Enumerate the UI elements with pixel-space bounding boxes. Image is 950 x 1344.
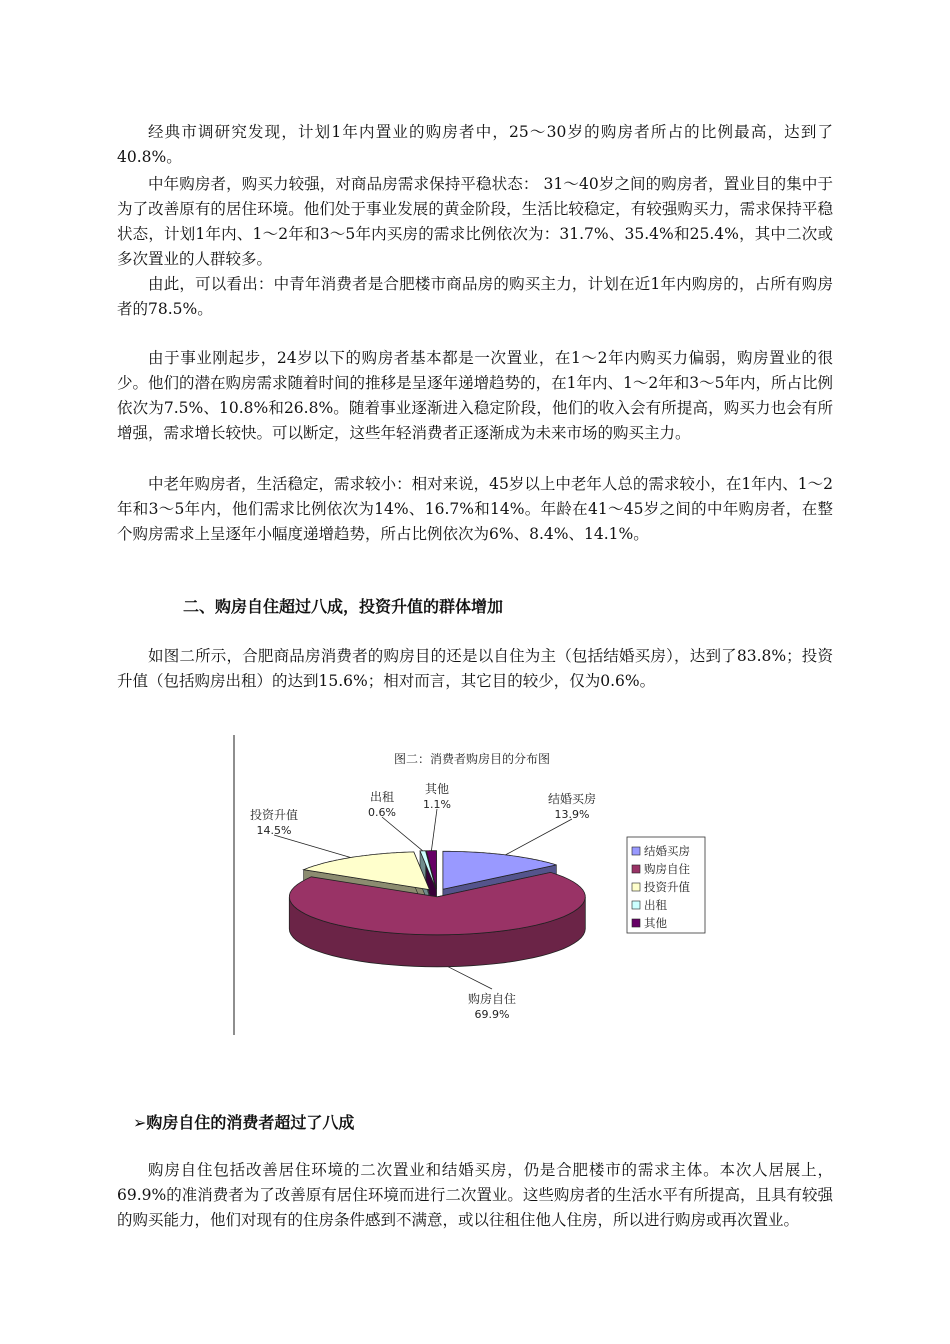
pie-leader-2 [274, 835, 351, 858]
legend-label-0: 结婚买房 [644, 844, 690, 858]
paragraph-5: 中老年购房者，生活稳定，需求较小：相对来说，45岁以上中老年人总的需求较小，在1年内、1～2年和3～5年内，他们需求比例依次为14%、16.7%和14%。年龄在41～45岁之间的中年购房者，在整个购房需求上呈逐年小幅度递增趋势，所占比例依次为6%、8.4%、14.1%。 [117, 475, 833, 543]
pie-leader-0 [506, 819, 573, 855]
pie-leader-3 [382, 817, 423, 851]
legend-swatch-3 [632, 901, 640, 909]
legend-label-3: 出租 [644, 898, 667, 912]
legend-label-2: 投资升值 [644, 880, 690, 894]
legend-swatch-1 [632, 865, 640, 873]
pie-value-label-4: 1.1% [423, 798, 451, 811]
pie-label-1: 购房自住 [467, 992, 517, 1006]
subheading: ➢购房自住的消费者超过了八成 [133, 1113, 355, 1132]
pie-value-label-2: 14.5% [256, 824, 292, 837]
legend-swatch-4 [632, 919, 640, 927]
paragraph-4: 由于事业刚起步，24岁以下的购房者基本都是一次置业，在1～2年内购买力偏弱，购房置业的很少。他们的潜在购房需求随着时间的推移是呈逐年递增趋势的，在1年内、1～2年和3～5年内，所占比例依次为7.5%、10.8%和26.8%。随着事业逐渐进入稳定阶段，他们的收入会有所提高，购买力也会有所增强，需求增长较快。可以断定，这些年轻消费者正逐渐成为未来市场的购买主力。 [117, 349, 833, 442]
pie-chart [232, 735, 712, 1035]
legend-swatch-0 [632, 847, 640, 855]
section-heading: 二、购房自住超过八成，投资升值的群体增加 [183, 597, 504, 616]
last-paragraph: 购房自住包括改善居住环境的二次置业和结婚买房，仍是合肥楼市的需求主体。本次人居展上，69.9%的准消费者为了改善原有居住环境而进行二次置业。这些购房者的生活水平有所提高，且具有较强的购买能力，他们对现有的住房条件感到不满意，或以往租住他人住房，所以进行购房或再次置业。 [117, 1161, 833, 1229]
pie-chart-svg [232, 735, 712, 1035]
legend-swatch-2 [632, 883, 640, 891]
legend-label-1: 购房自住 [644, 862, 690, 876]
pie-label-3: 出租 [369, 790, 395, 804]
pie-label-4: 其他 [424, 782, 450, 796]
pie-label-2: 投资升值 [249, 808, 299, 822]
pie-slices [289, 851, 585, 967]
paragraph-2: 中年购房者，购买力较强，对商品房需求保持平稳状态： 31～40岁之间的购房者，置业目的集中于为了改善原有的居住环境。他们处于事业发展的黄金阶段，生活比较稳定，有较强购买力，需求保持平稳状态，计划1年内、1～2年和3～5年内买房的需求比例依次为：31.7%、35.4%和25.4%，其中二次或多次置业的人群较多。 [117, 175, 833, 268]
pie-leader-4 [431, 809, 437, 851]
pie-value-label-1: 69.9% [474, 1008, 510, 1021]
chart-legend [627, 837, 705, 933]
pie-value-label-0: 13.9% [554, 808, 590, 821]
pie-label-0: 结婚买房 [547, 792, 597, 806]
section-paragraph: 如图二所示，合肥商品房消费者的购房目的还是以自住为主（包括结婚买房），达到了83.8%；投资升值（包括购房出租）的达到15.6%；相对而言，其它目的较少，仅为0.6%。 [117, 647, 833, 690]
paragraph-3: 由此，可以看出：中青年消费者是合肥楼市商品房的购买主力，计划在近1年内购房的，占所有购房者的78.5%。 [117, 275, 833, 318]
legend-label-4: 其他 [644, 916, 667, 930]
chart-title: 图二：消费者购房目的分布图 [393, 752, 551, 766]
paragraph-1: 经典市调研究发现，计划1年内置业的购房者中，25～30岁的购房者所占的比例最高，达到了40.8%。 [117, 123, 833, 166]
pie-leader-1 [448, 967, 492, 989]
pie-value-label-3: 0.6% [368, 806, 396, 819]
